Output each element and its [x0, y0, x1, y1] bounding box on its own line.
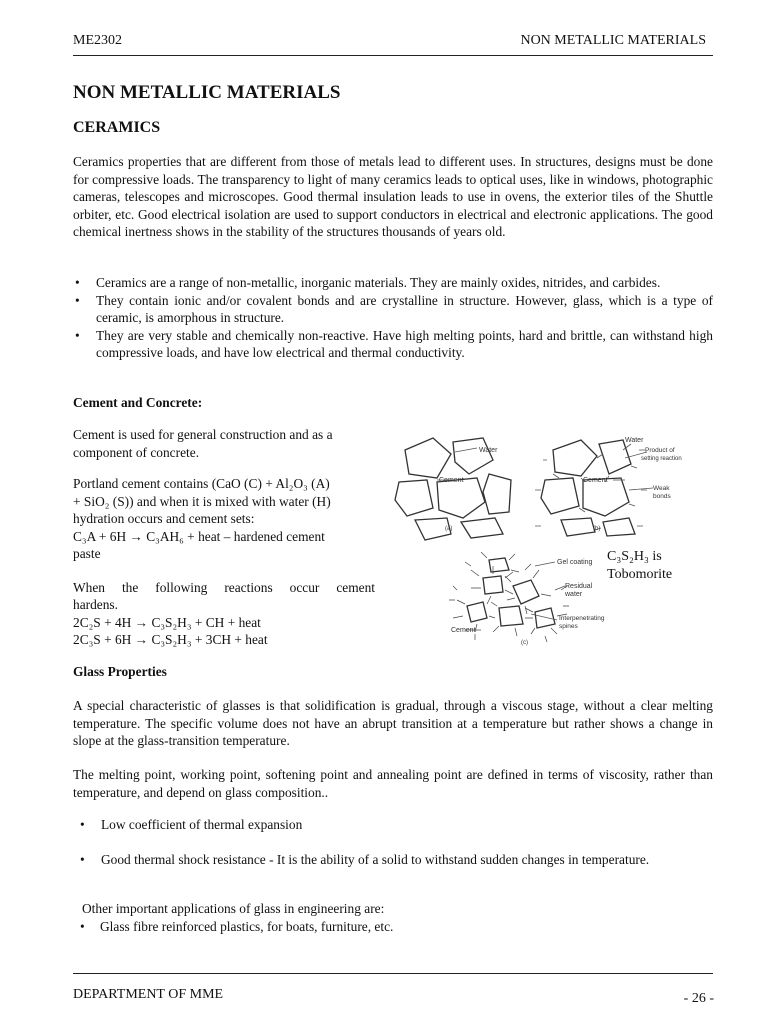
label-spines: spines: [559, 623, 578, 630]
page-title: NON METALLIC MATERIALS: [73, 82, 341, 103]
equation-c3s: 2C₃S + 6H → C₃S₂H₃ + 3CH + heat: [73, 632, 268, 647]
tobomorite-note: [607, 548, 672, 584]
portland-line-1: Portland cement contains (CaO (C) + Al₂O₃ (A): [73, 476, 330, 491]
glass-paragraph-2: The melting point, working point, softening point and annealing point are defined in terms of viscosity, rather than temperature, and depend on glass composition..: [73, 767, 713, 800]
glass-heading: Glass Properties: [73, 664, 167, 679]
bullet-item: • They contain ionic and/or covalent bonds and are crystalline in structure. However, glass, which is a type of ceramic, is amorphous in structure.: [73, 292, 713, 327]
caption-b: (b): [593, 526, 601, 532]
harden-line-1: When the following reactions occur cement: [73, 580, 375, 595]
portland-line-3: hydration occurs and cement sets:: [73, 511, 255, 526]
tobomorite-note-line-2: Tobomorite: [607, 567, 673, 582]
label-product: Product of: [645, 447, 675, 454]
glass-bullet-2: [78, 851, 713, 869]
label-water-c: water: [565, 591, 583, 598]
glass-paragraph-1: A special characteristic of glasses is that solidification is gradual, through a viscous stage, without a clear melting temperature. The specific volume does not have an abrupt transition at a temperature but rather shows a change in slope at the glass-transition temperature.: [73, 698, 713, 748]
equation-c3a-cont: paste: [73, 546, 101, 561]
label-interpenetrating: Interpenetrating: [559, 615, 605, 622]
equation-c2s: 2C₂S + 4H → C₃S₂H₃ + CH + heat: [73, 615, 261, 630]
glass-applications-intro: Other important applications of glass in engineering are:: [82, 901, 385, 916]
page-number: - 26 -: [683, 991, 714, 1006]
caption-c: (c): [521, 640, 528, 646]
label-cement-c: Cement: [451, 627, 476, 634]
label-gel-coating: Gel coating: [557, 559, 593, 566]
label-cement-b: Cement: [583, 477, 608, 484]
intro-paragraph: Ceramics properties that are different from those of metals lead to different uses. In structures, designs must be done for compressive loads. The transparency to light of many ceramics leads to optical uses, like in windows, photographic cameras, telescopes and microscopes. Good thermal insulation leads to use in ovens, the exterior tiles of the Shuttle orbiter, etc. Good electrical isolation are used to support conductors in electrical and electronic applications. The good chemical inertness shows in the stability of the structures thousands of years old.: [73, 154, 713, 239]
label-water-b: Water: [625, 437, 644, 444]
equation-c3a: C₃A + 6H → C₃AH₆ + heat – hardened cement: [73, 529, 325, 544]
header-course-code: ME2302: [73, 33, 122, 48]
glass-bullet-1: [78, 816, 713, 834]
cement-heading: Cement and Concrete:: [73, 395, 203, 410]
footer-department: DEPARTMENT OF MME: [73, 987, 224, 1002]
header-rule: [73, 55, 713, 56]
cement-hydration-figure: [385, 430, 730, 650]
caption-a: (a): [445, 526, 453, 532]
panel-b-grains: [541, 440, 635, 536]
bullet-item: • Glass fibre reinforced plastics, for boats, furniture, etc.: [78, 918, 713, 936]
label-bonds: bonds: [653, 493, 671, 500]
glass-applications-list: [78, 918, 713, 936]
bullet-item: • Low coefficient of thermal expansion: [78, 816, 713, 834]
portland-line-2: + SiO₂ (S)) and when it is mixed with water (H): [73, 494, 331, 509]
bullet-item: • They are very stable and chemically non-reactive. Have high melting points, hard and brittle, can withstand high compressive loads, and have low electrical and thermal conductivity.: [73, 327, 713, 362]
label-product-2: setting reaction: [641, 456, 682, 462]
header-running-title: NON METALLIC MATERIALS: [520, 33, 706, 48]
ceramics-bullet-list: [73, 274, 713, 362]
label-water-a: Water: [479, 447, 498, 454]
label-residual: Residual: [565, 583, 593, 590]
tobomorite-note-line-1: C₃S₂H₃ is: [607, 549, 662, 564]
footer-rule: [73, 973, 713, 974]
bullet-item: • Good thermal shock resistance - It is the ability of a solid to withstand sudden changes in temperature.: [78, 851, 713, 869]
cement-intro: Cement is used for general construction and as a component of concrete.: [73, 427, 333, 460]
section-title-ceramics: CERAMICS: [73, 119, 161, 136]
harden-line-2: hardens.: [73, 597, 118, 612]
bullet-item: • Ceramics are a range of non-metallic, inorganic materials. They are mainly oxides, nitrides, and carbides.: [73, 274, 713, 292]
label-cement-a: Cement: [439, 477, 464, 484]
label-weak: Weak: [653, 485, 670, 492]
